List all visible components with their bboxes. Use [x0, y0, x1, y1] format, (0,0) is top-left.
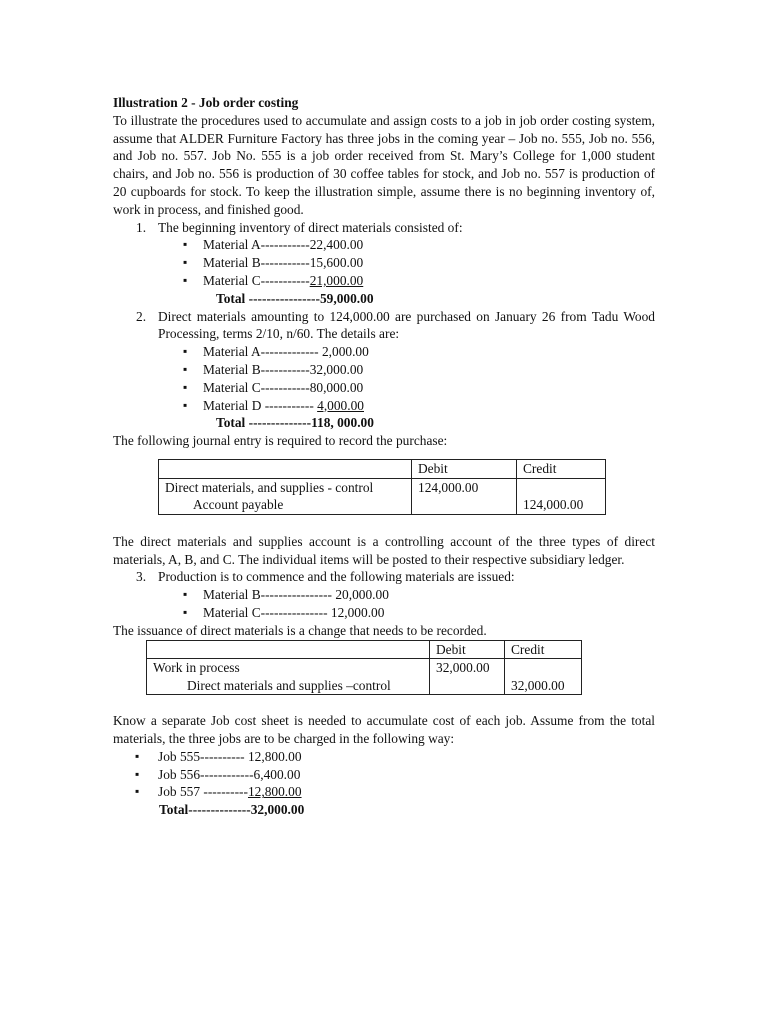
- debit-amount: 32,000.00: [436, 660, 490, 676]
- purchase-entry-intro: The following journal entry is required to record the purchase:: [113, 433, 448, 449]
- item3-material-list: [113, 586, 655, 622]
- list-item: ▪ Job 556------------6,400.00: [113, 766, 655, 784]
- numbered-item-2: [113, 308, 655, 344]
- list-item: ▪ Job 557 ----------12,800.00: [113, 783, 655, 801]
- issuance-journal-entry: [146, 640, 582, 696]
- debit-account: Work in process: [153, 660, 240, 676]
- item-text: Production is to commence and the following materials are issued:: [158, 569, 515, 585]
- issuance-text: The issuance of direct materials is a change that needs to be recorded.: [113, 622, 487, 638]
- purchase-journal-entry: [158, 459, 606, 515]
- list-item: ▪ Material C-----------21,000.00: [113, 272, 655, 290]
- intro-paragraph: To illustrate the procedures used to accumulate and assign costs to a job in job order costing system, assume that ALDER Furniture Factory has three jobs in the coming year – Job no. 555, Job no. 556, and Job no. 557. Job No. 555 is a job order received from St. Mary’s College for 1,000 student chairs, and Job no. 556 is production of 30 coffee tables for stock, and Job no. 557 is production of 20 cupboards for stock. To keep the illustration simple, assume there is no beginning inventory of, work in process, and finished good.: [113, 112, 655, 217]
- list-item: ▪ Material A------------- 2,000.00: [113, 343, 655, 361]
- credit-header: Credit: [517, 459, 606, 478]
- item1-total: Total ----------------59,000.00: [216, 290, 374, 306]
- list-item: ▪ Material B-----------32,000.00: [113, 361, 655, 379]
- debit-header: Debit: [430, 640, 505, 659]
- debit-account: Direct materials, and supplies - control: [165, 479, 374, 495]
- credit-header: Credit: [505, 640, 582, 659]
- item-text: The beginning inventory of direct materials consisted of:: [158, 219, 463, 235]
- job-cost-paragraph: Know a separate Job cost sheet is needed to accumulate cost of each job. Assume from the total materials, the three jobs are to be charged in the following way:: [113, 713, 655, 747]
- list-item: ▪ Material B-----------15,600.00: [113, 254, 655, 272]
- credit-amount: 124,000.00: [523, 497, 584, 513]
- list-item: ▪ Material D ----------- 4,000.00: [113, 397, 655, 415]
- list-item: ▪ Material C--------------- 12,000.00: [113, 604, 655, 622]
- credit-account: Account payable: [193, 497, 284, 513]
- debit-header: Debit: [412, 459, 517, 478]
- control-account-paragraph: The direct materials and supplies account is a controlling account of the three types of direct materials, A, B, and C. The individual items will be posted to their respective subsidiary ledger.: [113, 533, 655, 567]
- debit-amount: 124,000.00: [418, 479, 479, 495]
- item-number: 2.: [136, 308, 147, 324]
- document-title: Illustration 2 - Job order costing: [113, 95, 299, 110]
- credit-account: Direct materials and supplies –control: [187, 677, 391, 693]
- item-text: Direct materials amounting to 124,000.00 are purchased on January 26 from Tadu Wood Processing, terms 2/10, n/60. The details are:: [158, 308, 655, 342]
- list-item: ▪ Material A-----------22,400.00: [113, 236, 655, 254]
- jobs-total: Total--------------32,000.00: [159, 802, 305, 818]
- item2-total: Total --------------118, 000.00: [216, 415, 374, 431]
- job-charge-list: [113, 748, 655, 801]
- item2-material-list: [113, 343, 655, 414]
- list-item: ▪ Material B---------------- 20,000.00: [113, 586, 655, 604]
- list-item: ▪ Material C-----------80,000.00: [113, 379, 655, 397]
- item1-material-list: [113, 236, 655, 289]
- document-page: [113, 94, 655, 819]
- item-number: 1.: [136, 219, 147, 235]
- list-item: ▪ Job 555---------- 12,800.00: [113, 748, 655, 766]
- numbered-item-3: [113, 568, 655, 586]
- credit-amount: 32,000.00: [511, 677, 565, 693]
- item-number: 3.: [136, 569, 147, 585]
- numbered-item-1: [113, 219, 655, 237]
